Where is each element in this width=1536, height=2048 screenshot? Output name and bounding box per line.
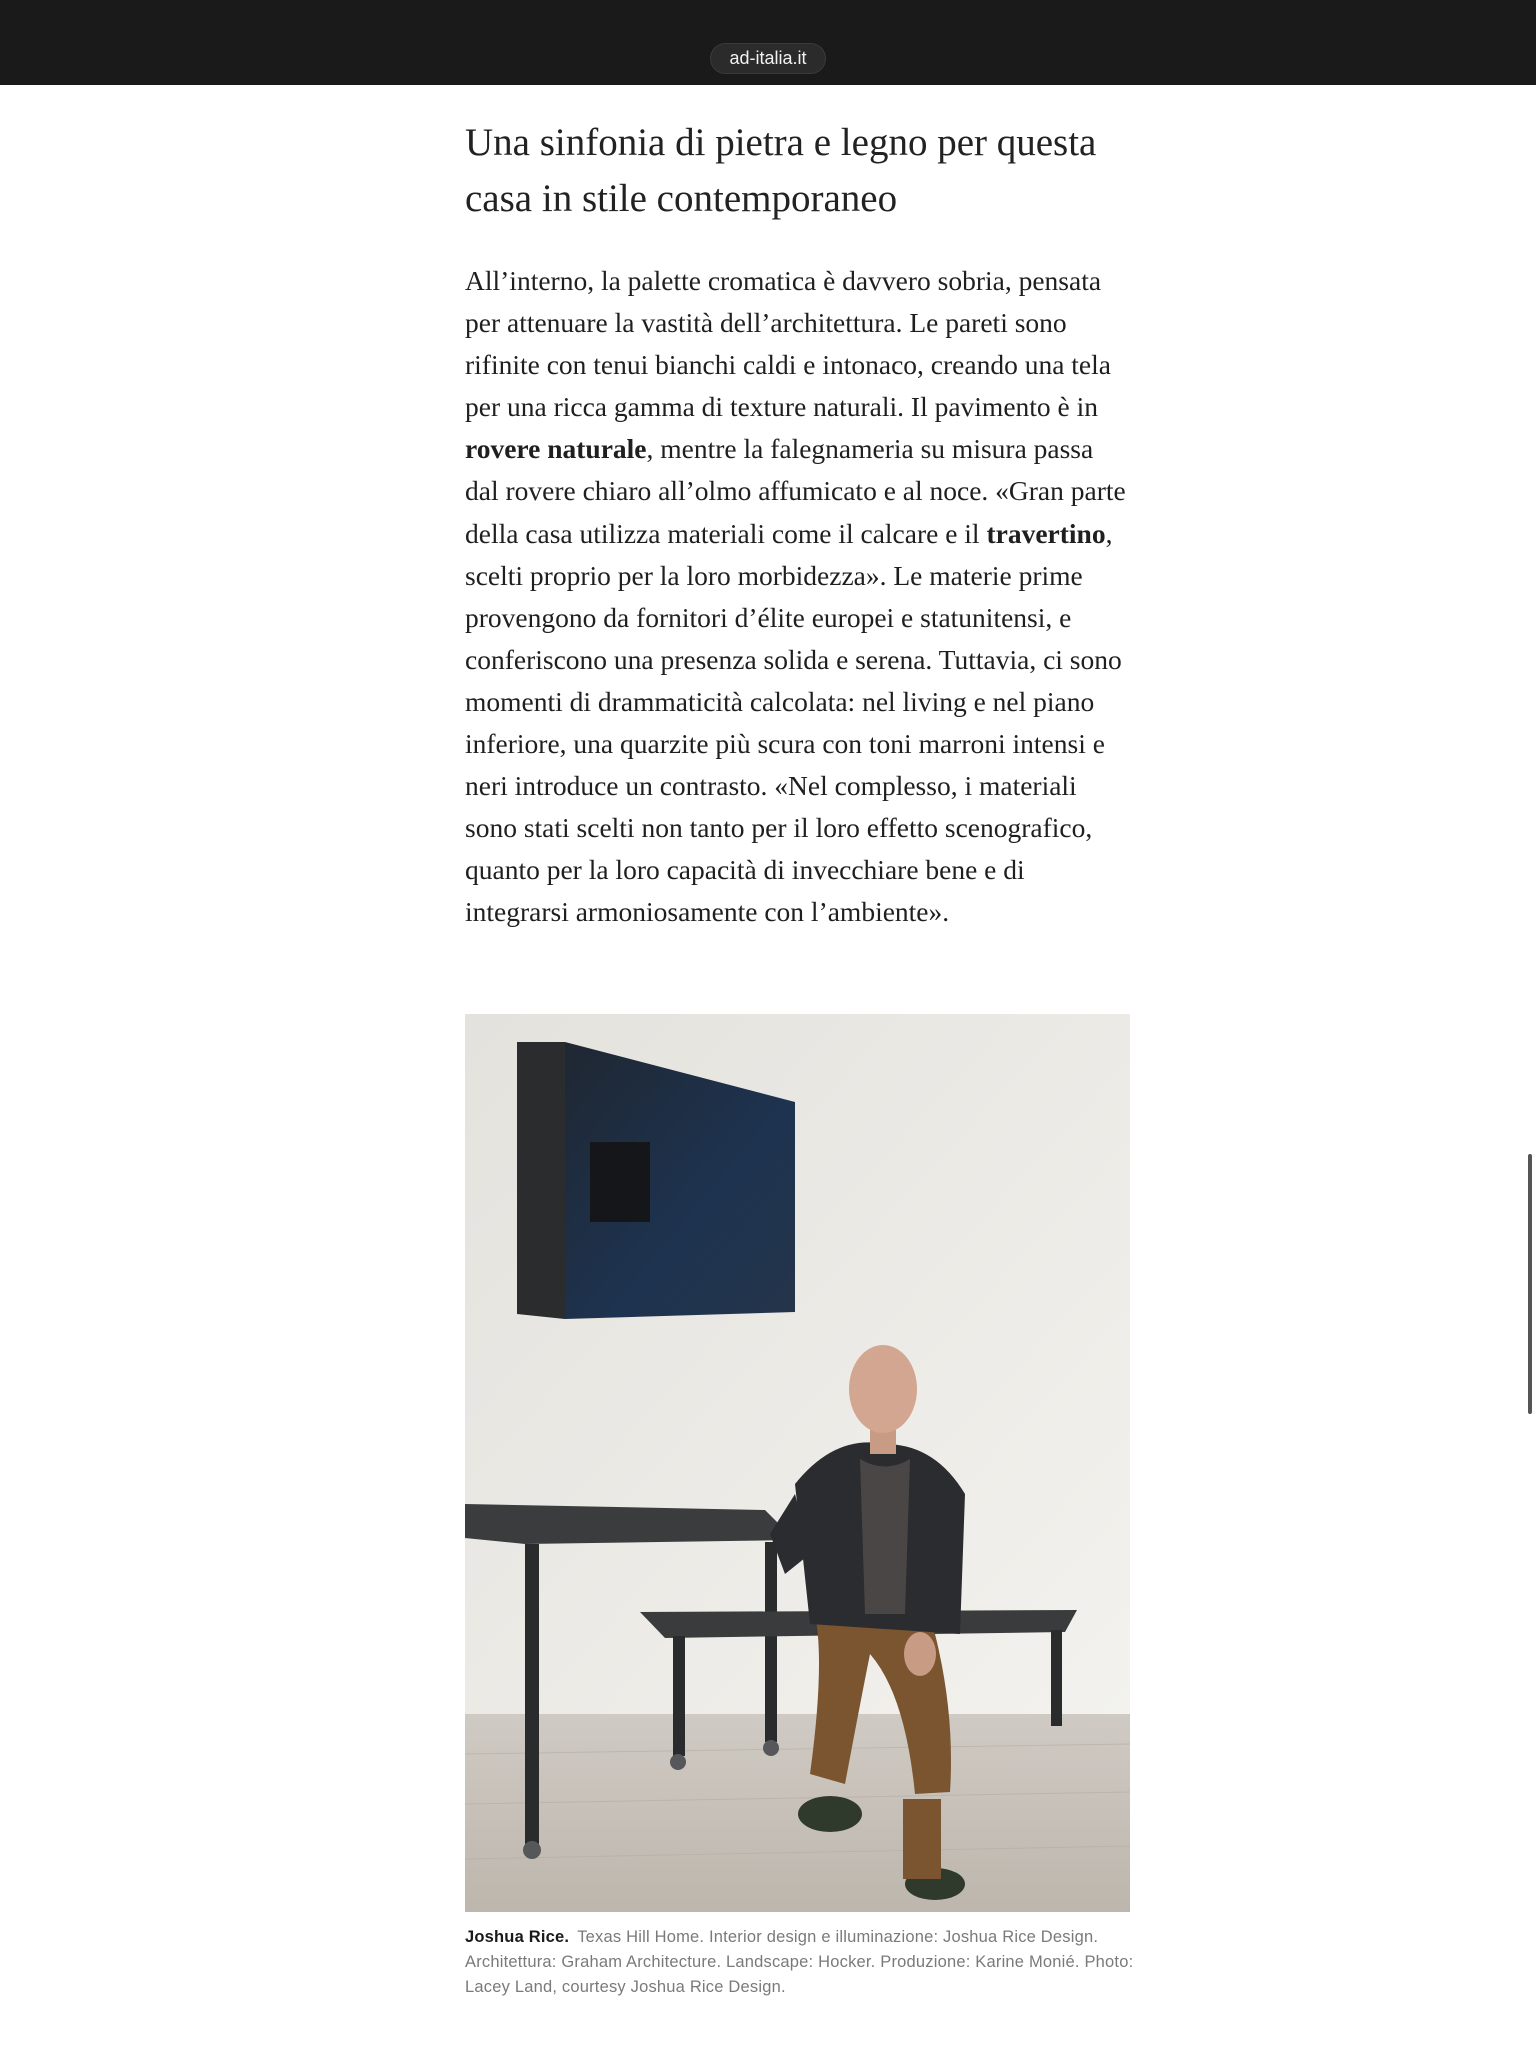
paragraph-text: All’interno, la palette cromatica è davvero sobria, pensata per attenuare la vastità dell’architettura. Le pareti sono rifinite con tenui bianchi caldi e intonaco, creando una tela per una ricca gamma di texture naturali. Il pavimento è in (465, 265, 1111, 423)
caption-text: Texas Hill Home. Interior design e illuminazione: Joshua Rice Design. Architettura: Graham Architecture. Landscape: Hocker. Produzione: Karine Monié. Photo: Lacey Land, courtesy Joshua Rice Design. (465, 1928, 1134, 1996)
paragraph-text: , mentre la falegnameria su misura passa dal rovere chiaro all’olmo affumicato e al noce. «Gran parte della casa utilizza materiali come il calcare e il (465, 433, 1126, 549)
portrait-photo-illustration (465, 1014, 1130, 1912)
article-photo (465, 1014, 1130, 1912)
caption-name: Joshua Rice. (465, 1928, 570, 1946)
photo-caption (465, 1925, 1145, 2000)
scrollbar-thumb[interactable] (1528, 1154, 1532, 1414)
section-headline: Una sinfonia di pietra e legno per questa casa in stile contemporaneo (465, 121, 1097, 220)
bold-term-travertino: travertino (986, 517, 1106, 549)
url-bar[interactable]: ad-italia.it (710, 43, 826, 74)
paragraph-text: , scelti proprio per la loro morbidezza». Le materie prime provengono da fornitori d’élite europei e statunitensi, e conferiscono una presenza solida e serena. Tuttavia, ci sono momenti di drammaticità calcolata: nel living e nel piano inferiore, una quarzite più scura con toni marroni intensi e neri introduce un contrasto. «Nel complesso, i materiali sono stati scelti non tanto per il loro effetto scenografico, quanto per la loro capacità di invecchiare bene e di integrarsi armoniosamente con l’ambiente». (465, 517, 1122, 928)
bold-term-rovere: rovere naturale (465, 433, 647, 465)
article-paragraph (465, 260, 1131, 934)
browser-top-bar (0, 0, 1536, 85)
